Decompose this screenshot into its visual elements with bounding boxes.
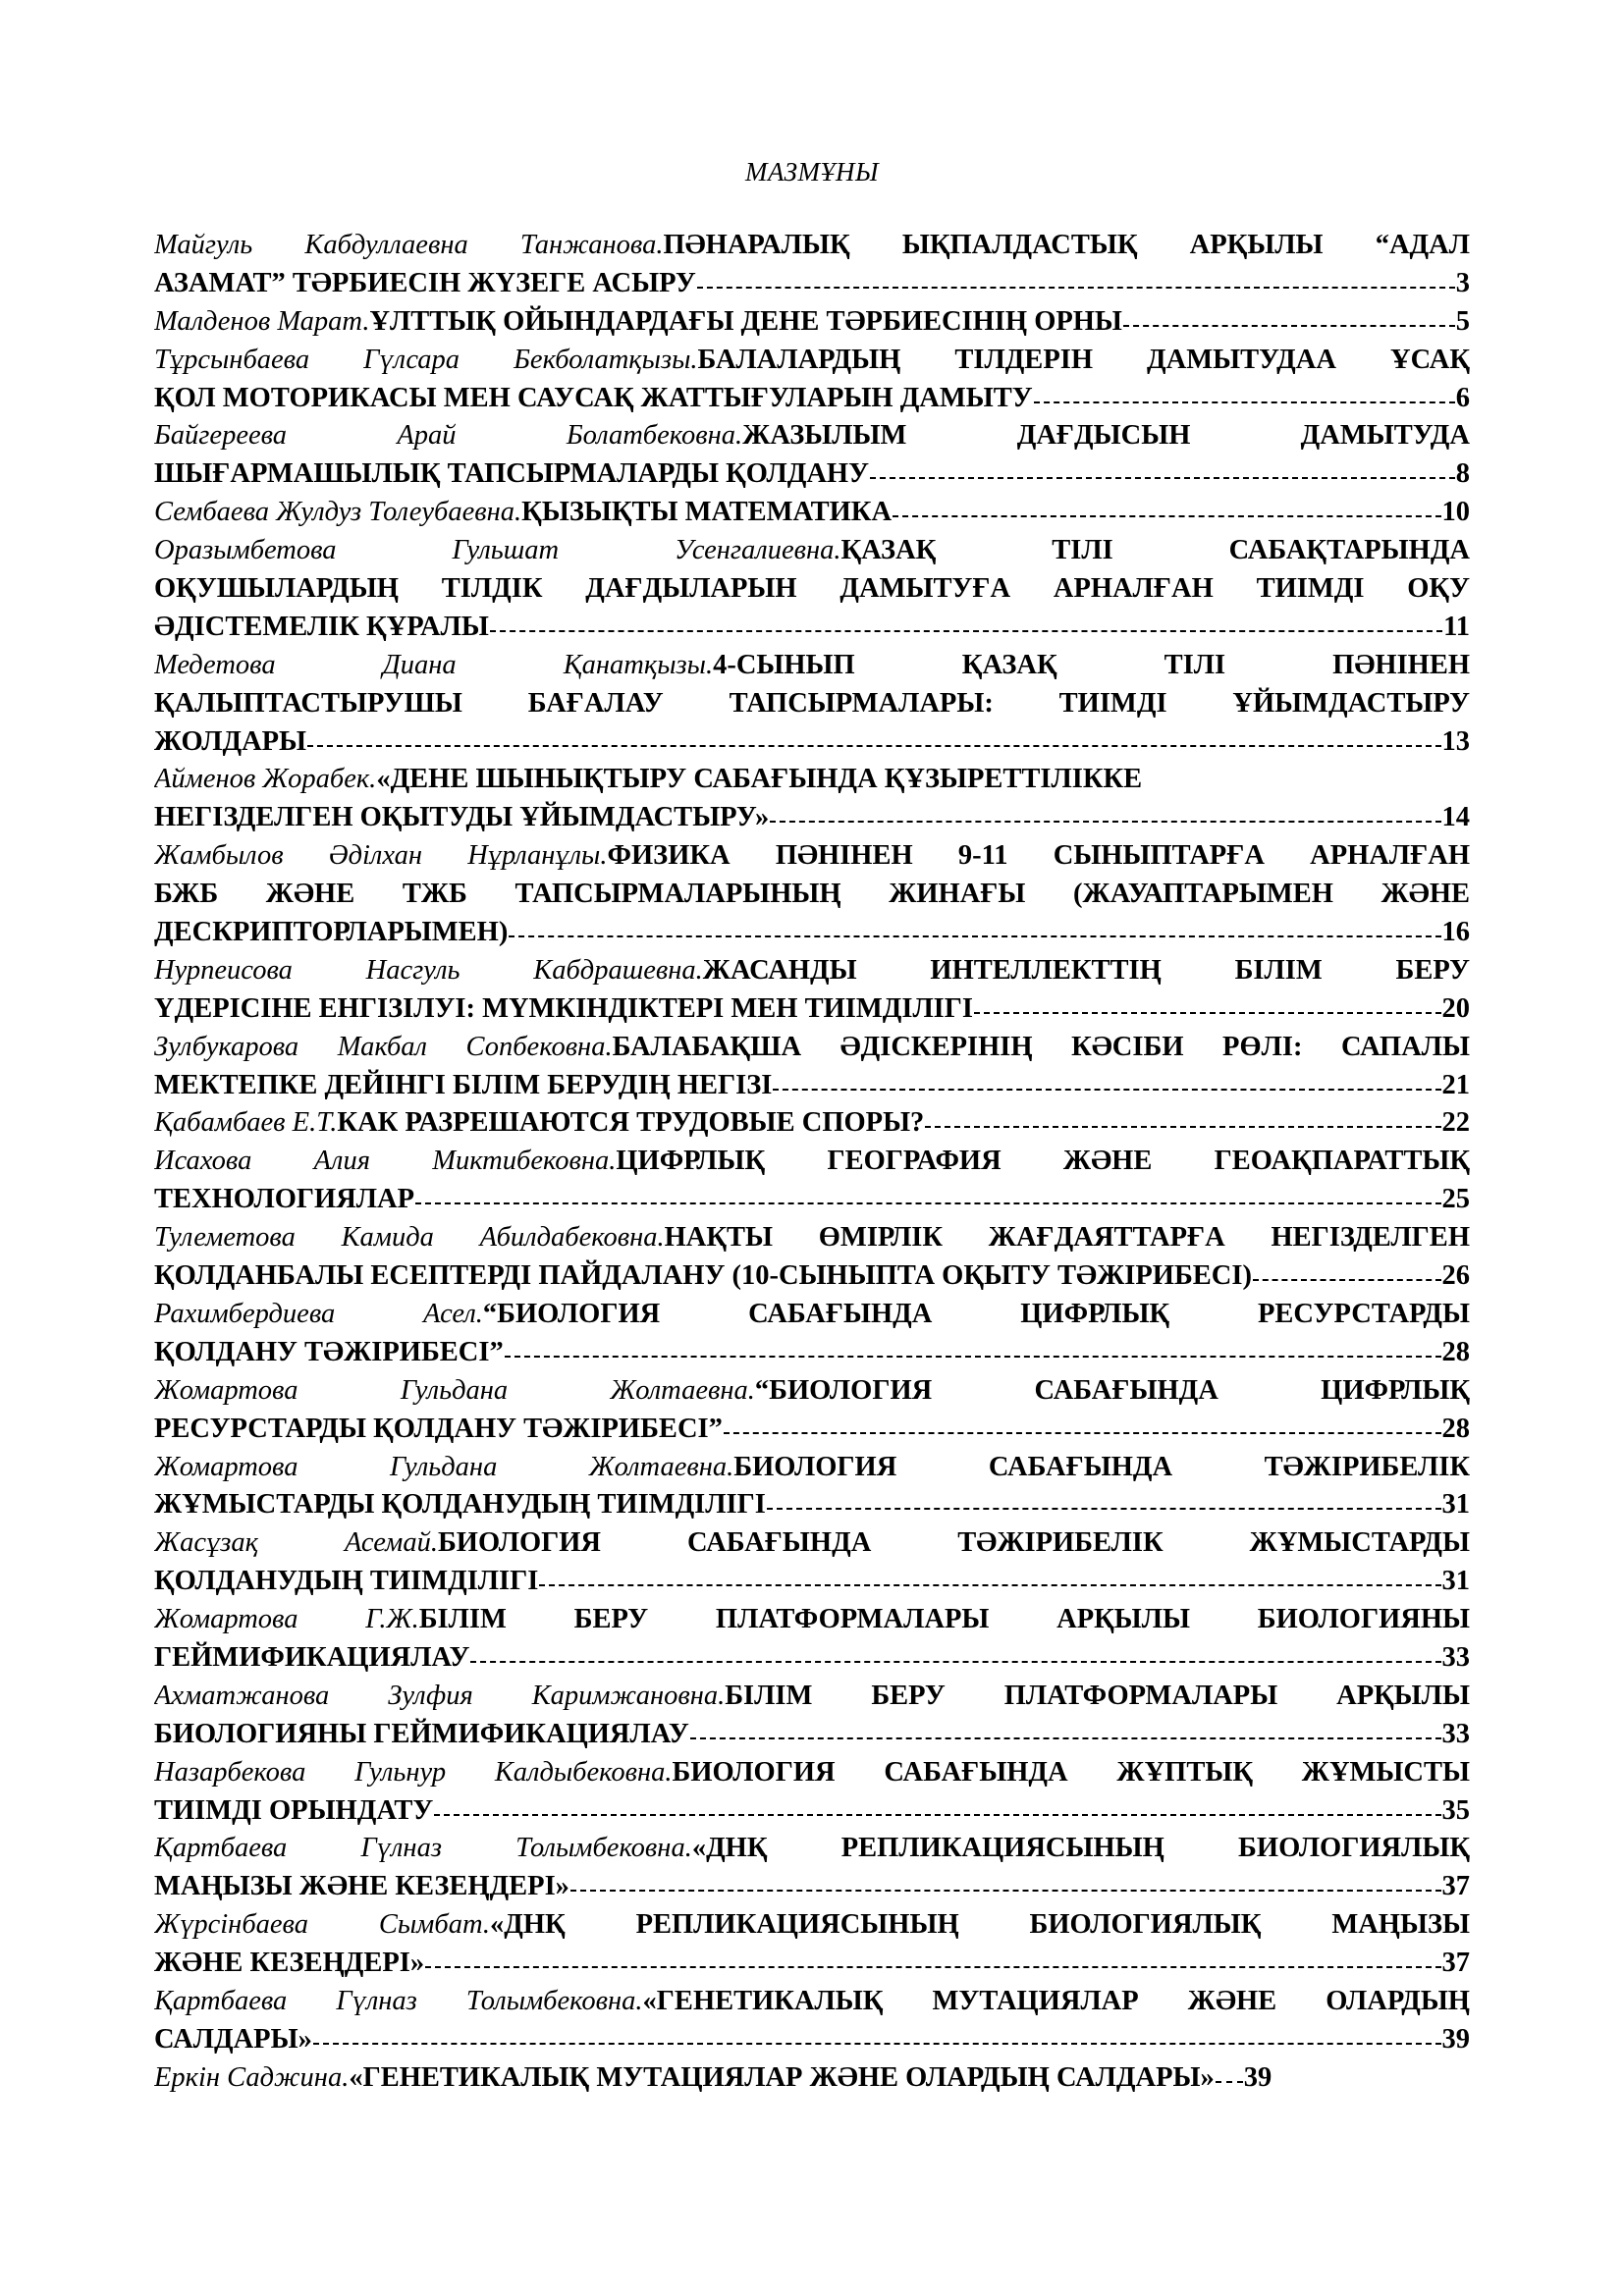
toc-line (154, 1563, 1470, 1601)
toc-author: Қартбаева Гүлназ Толымбековна. (154, 1833, 692, 1864)
toc-line (154, 837, 1470, 876)
toc-line (154, 2059, 1470, 2098)
toc-title-text: АЗАМАТ” ТӘРБИЕСІН ЖҮЗЕГЕ АСЫРУ (154, 267, 696, 298)
dot-leader (767, 1486, 1441, 1524)
toc-entry[interactable] (154, 227, 1470, 303)
toc-title-text: БАЛАБАҚША ӘДІСКЕРІНІҢ КӘСІБИ РӨЛІ: САПАЛЫ (612, 1031, 1470, 1062)
toc-author: Сембаева Жулдуз Толеубаевна. (154, 497, 522, 528)
toc-line-text (154, 1945, 424, 1983)
page-number[interactable]: 22 (1441, 1107, 1470, 1139)
toc-line (154, 1906, 1470, 1945)
toc-title-text: МАҢЫЗЫ ЖӘНЕ КЕЗЕҢДЕРІ» (154, 1871, 569, 1902)
page-number[interactable]: 8 (1455, 458, 1470, 490)
toc-line (154, 1601, 1470, 1639)
toc-entry[interactable] (154, 1524, 1470, 1601)
page-number[interactable]: 33 (1441, 1641, 1470, 1673)
toc-line (154, 1945, 1470, 1983)
toc-line (154, 1792, 1470, 1831)
toc-line (154, 647, 1470, 685)
toc-author: Еркін Саджина. (154, 2061, 350, 2093)
dot-leader (1123, 303, 1455, 342)
toc-title-text: ДЕСКРИПТОРЛАРЫМЕН) (154, 917, 509, 948)
toc-line-text (154, 303, 1122, 342)
toc-line (154, 761, 1470, 799)
toc-author: Нурпеисова Насгуль Кабдрашевна. (154, 954, 703, 986)
toc-line (154, 1486, 1470, 1524)
toc-title-text: «ДНҚ РЕПЛИКАЦИЯСЫНЫҢ БИОЛОГИЯЛЫҚ (691, 1833, 1470, 1864)
page-number[interactable]: 31 (1441, 1566, 1470, 1597)
toc-title-text: РЕСУРСТАРДЫ ҚОЛДАНУ ТӘЖІРИБЕСІ” (154, 1413, 723, 1444)
dot-leader (690, 1716, 1441, 1754)
dot-leader (434, 1792, 1440, 1831)
toc-line (154, 380, 1470, 418)
dot-leader (313, 2021, 1441, 2059)
toc-line (154, 1372, 1470, 1411)
toc-title-text: ОҚУШЫЛАРДЫҢ ТІЛДІК ДАҒДЫЛАРЫН ДАМЫТУҒА АРНАЛҒАН ТИІМДІ ОҚУ (154, 573, 1470, 605)
page-number[interactable]: 20 (1441, 992, 1470, 1024)
page-number[interactable]: 14 (1441, 802, 1470, 833)
dot-leader (490, 609, 1442, 647)
toc-line-text (154, 1486, 766, 1524)
dot-leader (893, 494, 1440, 532)
dot-leader (697, 265, 1455, 303)
toc-entry[interactable] (154, 1601, 1470, 1678)
toc-line-text (154, 1792, 433, 1831)
toc-line-text (154, 1104, 924, 1143)
toc-entry[interactable] (154, 1029, 1470, 1105)
toc-author: Қабамбаев Е.Т. (154, 1107, 338, 1139)
page-number[interactable]: 33 (1441, 1718, 1470, 1749)
toc-line (154, 2021, 1470, 2059)
toc-line (154, 1029, 1470, 1067)
toc-line (154, 990, 1470, 1029)
toc-author: Тұрсынбаева Гүлсара Бекболатқызы. (154, 344, 698, 375)
toc-line-text (154, 1639, 469, 1678)
table-of-contents (154, 227, 1470, 2098)
dot-leader (505, 1334, 1441, 1372)
toc-line (154, 1983, 1470, 2021)
toc-line-text (154, 1563, 538, 1601)
dot-leader (724, 1411, 1441, 1449)
toc-line (154, 1219, 1470, 1257)
toc-line-text (154, 1411, 723, 1449)
toc-entry[interactable] (154, 647, 1470, 762)
toc-line (154, 570, 1470, 609)
toc-line (154, 609, 1470, 647)
toc-author: Майгуль Кабдуллаевна Танжанова. (154, 230, 664, 260)
toc-title-text: 4-СЫНЫП ҚАЗАҚ ТІЛІ ПӘНІНЕН (713, 649, 1470, 680)
toc-title-text: ҚОЛДАНУ ТӘЖІРИБЕСІ” (154, 1336, 504, 1367)
toc-author: Жомартова Гульдана Жолтаевна. (154, 1451, 734, 1482)
toc-line (154, 227, 1470, 265)
toc-line (154, 1639, 1470, 1678)
page-number[interactable]: 16 (1441, 917, 1470, 948)
dot-leader (425, 1945, 1440, 1983)
toc-line (154, 1524, 1470, 1563)
toc-title-text: ЖҰМЫСТАРДЫ ҚОЛДАНУДЫҢ ТИІМДІЛІГІ (154, 1489, 766, 1521)
toc-author: Айменов Жорабек. (154, 764, 377, 795)
page-number[interactable]: 13 (1441, 725, 1470, 757)
toc-line-text (154, 380, 1033, 418)
toc-entry[interactable] (154, 1906, 1470, 1983)
toc-title-text: ПӘНАРАЛЫҚ ЫҚПАЛДАСТЫҚ АРҚЫЛЫ “АДАЛ (663, 230, 1470, 260)
page-number[interactable]: 11 (1443, 611, 1470, 642)
toc-author: Рахимбердиева Асел. (154, 1298, 483, 1329)
toc-title-text: ҚЫЗЫҚТЫ МАТЕМАТИКА (521, 497, 893, 528)
toc-author: Байгереева Арай Болатбековна. (154, 420, 743, 452)
dot-leader (974, 990, 1440, 1029)
toc-line-text (154, 265, 696, 303)
toc-line (154, 1678, 1470, 1716)
toc-heading: МАЗМҰНЫ (744, 157, 880, 187)
page-number[interactable]: 39 (1441, 2023, 1470, 2055)
page-number[interactable]: 21 (1441, 1069, 1470, 1100)
toc-line (154, 1181, 1470, 1219)
toc-title-text: «ГЕНЕТИКАЛЫҚ МУТАЦИЯЛАР ЖӘНЕ ОЛАРДЫҢ (642, 1985, 1470, 2016)
dot-leader (570, 1868, 1441, 1906)
toc-entry[interactable] (154, 303, 1470, 342)
toc-title-text: БЖБ ЖӘНЕ ТЖБ ТАПСЫРМАЛАРЫНЫҢ ЖИНАҒЫ (ЖАУАПТАРЫМЕН ЖӘНЕ (154, 879, 1470, 910)
toc-author: Жасұзақ Асемай. (154, 1527, 438, 1559)
toc-title-text: ШЫҒАРМАШЫЛЫҚ ТАПСЫРМАЛАРДЫ ҚОЛДАНУ (154, 458, 870, 490)
page-number[interactable]: 35 (1441, 1794, 1470, 1826)
toc-title-text: НЕГІЗДЕЛГЕН ОҚЫТУДЫ ҰЙЫМДАСТЫРУ» (154, 802, 770, 833)
page-number[interactable]: 6 (1455, 382, 1470, 413)
toc-entry[interactable] (154, 417, 1470, 494)
toc-entry[interactable] (154, 1830, 1470, 1906)
page-number[interactable]: 25 (1441, 1184, 1470, 1215)
toc-entry[interactable] (154, 494, 1470, 532)
toc-line-text (154, 2021, 312, 2059)
toc-line (154, 1334, 1470, 1372)
dot-leader (509, 914, 1440, 952)
toc-title-text: БИОЛОГИЯ САБАҒЫНДА ТӘЖІРИБЕЛІК ЖҰМЫСТАРДЫ (437, 1527, 1470, 1559)
toc-entry[interactable] (154, 532, 1470, 647)
toc-title-text: НАҚТЫ ӨМІРЛІК ЖАҒДАЯТТАРҒА НЕГІЗДЕЛГЕН (664, 1222, 1470, 1254)
dot-leader (1253, 1257, 1441, 1296)
toc-line (154, 1868, 1470, 1906)
toc-entry[interactable] (154, 2059, 1470, 2098)
toc-line (154, 685, 1470, 723)
toc-title-text: БІЛІМ БЕРУ ПЛАТФОРМАЛАРЫ АРҚЫЛЫ БИОЛОГИЯНЫ (418, 1604, 1470, 1635)
toc-line (154, 303, 1470, 342)
toc-line-text (154, 1334, 504, 1372)
toc-line (154, 265, 1470, 303)
toc-title-text: ЖАСАНДЫ ИНТЕЛЛЕКТТІҢ БІЛІМ БЕРУ (702, 954, 1470, 986)
page-number[interactable]: 28 (1441, 1413, 1470, 1444)
toc-title-text: ФИЗИКА ПӘНІНЕН 9-11 СЫНЫПТАРҒА АРНАЛҒАН (607, 840, 1470, 872)
toc-title-text: КАК РАЗРЕШАЮТСЯ ТРУДОВЫЕ СПОРЫ? (337, 1107, 925, 1139)
toc-line-text (154, 799, 769, 837)
dot-leader (870, 455, 1455, 494)
toc-line (154, 1754, 1470, 1792)
dot-leader (470, 1639, 1440, 1678)
toc-title-text: «ГЕНЕТИКАЛЫҚ МУТАЦИЯЛАР ЖӘНЕ ОЛАРДЫҢ САЛДАРЫ» (349, 2061, 1215, 2093)
toc-title-text: САЛДАРЫ» (154, 2023, 312, 2055)
toc-title-text: ЖӘНЕ КЕЗЕҢДЕРІ» (154, 1948, 425, 1979)
toc-title-text: ҚОЛ МОТОРИКАСЫ МЕН САУСАҚ ЖАТТЫҒУЛАРЫН ДАМЫТУ (154, 382, 1033, 413)
page-number[interactable]: 37 (1441, 1871, 1470, 1902)
toc-entry[interactable] (154, 1754, 1470, 1831)
page-number[interactable]: 3 (1455, 267, 1470, 298)
toc-title-text: ҚАЗАҚ ТІЛІ САБАҚТАРЫНДА (840, 535, 1470, 566)
toc-title-text: ҚОЛДАНУДЫҢ ТИІМДІЛІГІ (154, 1566, 539, 1597)
toc-line (154, 417, 1470, 455)
toc-author: Жүрсінбаева Сымбат. (154, 1909, 490, 1941)
toc-line (154, 723, 1470, 762)
dot-leader (307, 723, 1440, 762)
toc-line-text (154, 2059, 1215, 2098)
page-number[interactable]: 10 (1441, 497, 1470, 528)
toc-line (154, 1067, 1470, 1105)
toc-author: Оразымбетова Гульшат Усенгалиевна. (154, 535, 841, 566)
dot-leader (415, 1181, 1440, 1219)
toc-line-text (154, 1067, 772, 1105)
toc-line (154, 1296, 1470, 1334)
toc-entry[interactable] (154, 761, 1470, 837)
dot-leader (773, 1067, 1440, 1105)
toc-entry[interactable] (154, 952, 1470, 1029)
toc-author: Жомартова Гульдана Жолтаевна. (154, 1374, 755, 1406)
toc-title-text: ҮДЕРІСІНЕ ЕНГІЗІЛУІ: МҮМКІНДІКТЕРІ МЕН ТИІМДІЛІГІ (154, 992, 974, 1024)
toc-title-text: ҰЛТТЫҚ ОЙЫНДАРДАҒЫ ДЕНЕ ТӘРБИЕСІНІҢ ОРНЫ (369, 305, 1122, 337)
toc-entry[interactable] (154, 1372, 1470, 1449)
toc-entry[interactable] (154, 1449, 1470, 1525)
toc-title-text: БАЛАЛАРДЫҢ ТІЛДЕРІН ДАМЫТУДАА ҰСАҚ (697, 344, 1470, 375)
toc-title-text: ЖОЛДАРЫ (154, 725, 307, 757)
toc-line-text (154, 1716, 689, 1754)
toc-line (154, 342, 1470, 380)
toc-line-text (154, 455, 869, 494)
toc-line-text (154, 723, 306, 762)
toc-title-text: БІЛІМ БЕРУ ПЛАТФОРМАЛАРЫ АРҚЫЛЫ (725, 1680, 1470, 1711)
toc-title-text: БИОЛОГИЯНЫ ГЕЙМИФИКАЦИЯЛАУ (154, 1718, 689, 1749)
dot-leader (925, 1104, 1440, 1143)
toc-author: Қартбаева Гүлназ Толымбековна. (154, 1985, 643, 2016)
toc-line (154, 532, 1470, 570)
toc-line-text (154, 990, 973, 1029)
page-number[interactable]: 39 (1243, 2061, 1272, 2093)
toc-title-text: ҚОЛДАНБАЛЫ ЕСЕПТЕРДІ ПАЙДАЛАНУ (10-СЫНЫПТА ОҚЫТУ ТӘЖІРИБЕСІ) (154, 1260, 1252, 1292)
dot-leader (1034, 380, 1455, 418)
toc-title-text: “БИОЛОГИЯ САБАҒЫНДА ЦИФРЛЫҚ РЕСУРСТАРДЫ (482, 1298, 1470, 1329)
toc-line (154, 1104, 1470, 1143)
toc-title-text: “БИОЛОГИЯ САБАҒЫНДА ЦИФРЛЫҚ (754, 1374, 1470, 1406)
toc-title-text: МЕКТЕПКЕ ДЕЙІНГІ БІЛІМ БЕРУДІҢ НЕГІЗІ (154, 1069, 773, 1100)
toc-entry[interactable] (154, 1983, 1470, 2059)
page-number[interactable]: 28 (1441, 1336, 1470, 1367)
toc-author: Тулеметова Камида Абилдабековна. (154, 1222, 665, 1254)
toc-title-text: ҚАЛЫПТАСТЫРУШЫ БАҒАЛАУ ТАПСЫРМАЛАРЫ: ТИІМДІ ҰЙЫМДАСТЫРУ (154, 687, 1470, 719)
toc-line-text (154, 914, 508, 952)
toc-entry[interactable] (154, 1678, 1470, 1754)
toc-author: Медетова Диана Қанатқызы. (154, 649, 714, 680)
toc-author: Зулбукарова Макбал Сопбековна. (154, 1031, 613, 1062)
toc-title-text: ГЕЙМИФИКАЦИЯЛАУ (154, 1641, 470, 1673)
toc-line (154, 455, 1470, 494)
dot-leader (770, 799, 1440, 837)
toc-entry[interactable] (154, 1219, 1470, 1296)
toc-entry[interactable] (154, 837, 1470, 952)
toc-entry[interactable] (154, 1296, 1470, 1372)
toc-entry[interactable] (154, 1143, 1470, 1219)
toc-title-text: «ДНҚ РЕПЛИКАЦИЯСЫНЫҢ БИОЛОГИЯЛЫҚ МАҢЫЗЫ (490, 1909, 1470, 1941)
toc-title-text: ТИІМДІ ОРЫНДАТУ (154, 1794, 434, 1826)
toc-line (154, 799, 1470, 837)
page-number[interactable]: 26 (1441, 1260, 1470, 1292)
dot-leader (539, 1563, 1440, 1601)
toc-title-text: «ДЕНЕ ШЫНЫҚТЫРУ САБАҒЫНДА ҚҰЗЫРЕТТІЛІККЕ (376, 764, 1143, 795)
toc-line-text (154, 1257, 1252, 1296)
toc-title-text: БИОЛОГИЯ САБАҒЫНДА ЖҰПТЫҚ ЖҰМЫСТЫ (672, 1756, 1470, 1788)
toc-line-text (154, 609, 489, 647)
toc-author: Ахматжанова Зулфия Каримжановна. (154, 1680, 726, 1711)
toc-title-text: ЦИФРЛЫҚ ГЕОГРАФИЯ ЖӘНЕ ГЕОАҚПАРАТТЫҚ (616, 1146, 1470, 1177)
page-number[interactable]: 31 (1441, 1489, 1470, 1521)
toc-title-text: ЖАЗЫЛЫМ ДАҒДЫСЫН ДАМЫТУДА (742, 420, 1470, 452)
dot-leader (1216, 2059, 1243, 2098)
toc-line-text (154, 494, 892, 532)
toc-author: Малденов Марат. (154, 305, 370, 337)
toc-author: Жомартова Г.Ж. (154, 1604, 419, 1635)
toc-line (154, 494, 1470, 532)
toc-author: Жамбылов Әділхан Нұрланұлы. (154, 840, 608, 872)
toc-line-text (154, 1181, 414, 1219)
page-number[interactable]: 37 (1441, 1948, 1470, 1979)
toc-line (154, 1830, 1470, 1868)
toc-title-text: ӘДІСТЕМЕЛІК ҚҰРАЛЫ (154, 611, 489, 642)
toc-line (154, 1143, 1470, 1181)
toc-author: Исахова Алия Миктибековна. (154, 1146, 617, 1177)
toc-line (154, 876, 1470, 914)
toc-title-text: ТЕХНОЛОГИЯЛАР (154, 1184, 415, 1215)
toc-line-text (154, 1868, 569, 1906)
toc-entry[interactable] (154, 342, 1470, 418)
toc-entry[interactable] (154, 1104, 1470, 1143)
toc-line (154, 1449, 1470, 1487)
toc-line (154, 914, 1470, 952)
page-number[interactable]: 5 (1455, 305, 1470, 337)
toc-line (154, 1411, 1470, 1449)
toc-line (154, 1716, 1470, 1754)
toc-line (154, 952, 1470, 990)
toc-title-text: БИОЛОГИЯ САБАҒЫНДА ТӘЖІРИБЕЛІК (733, 1451, 1470, 1482)
toc-author: Назарбекова Гульнур Калдыбековна. (154, 1756, 673, 1788)
toc-line (154, 1257, 1470, 1296)
